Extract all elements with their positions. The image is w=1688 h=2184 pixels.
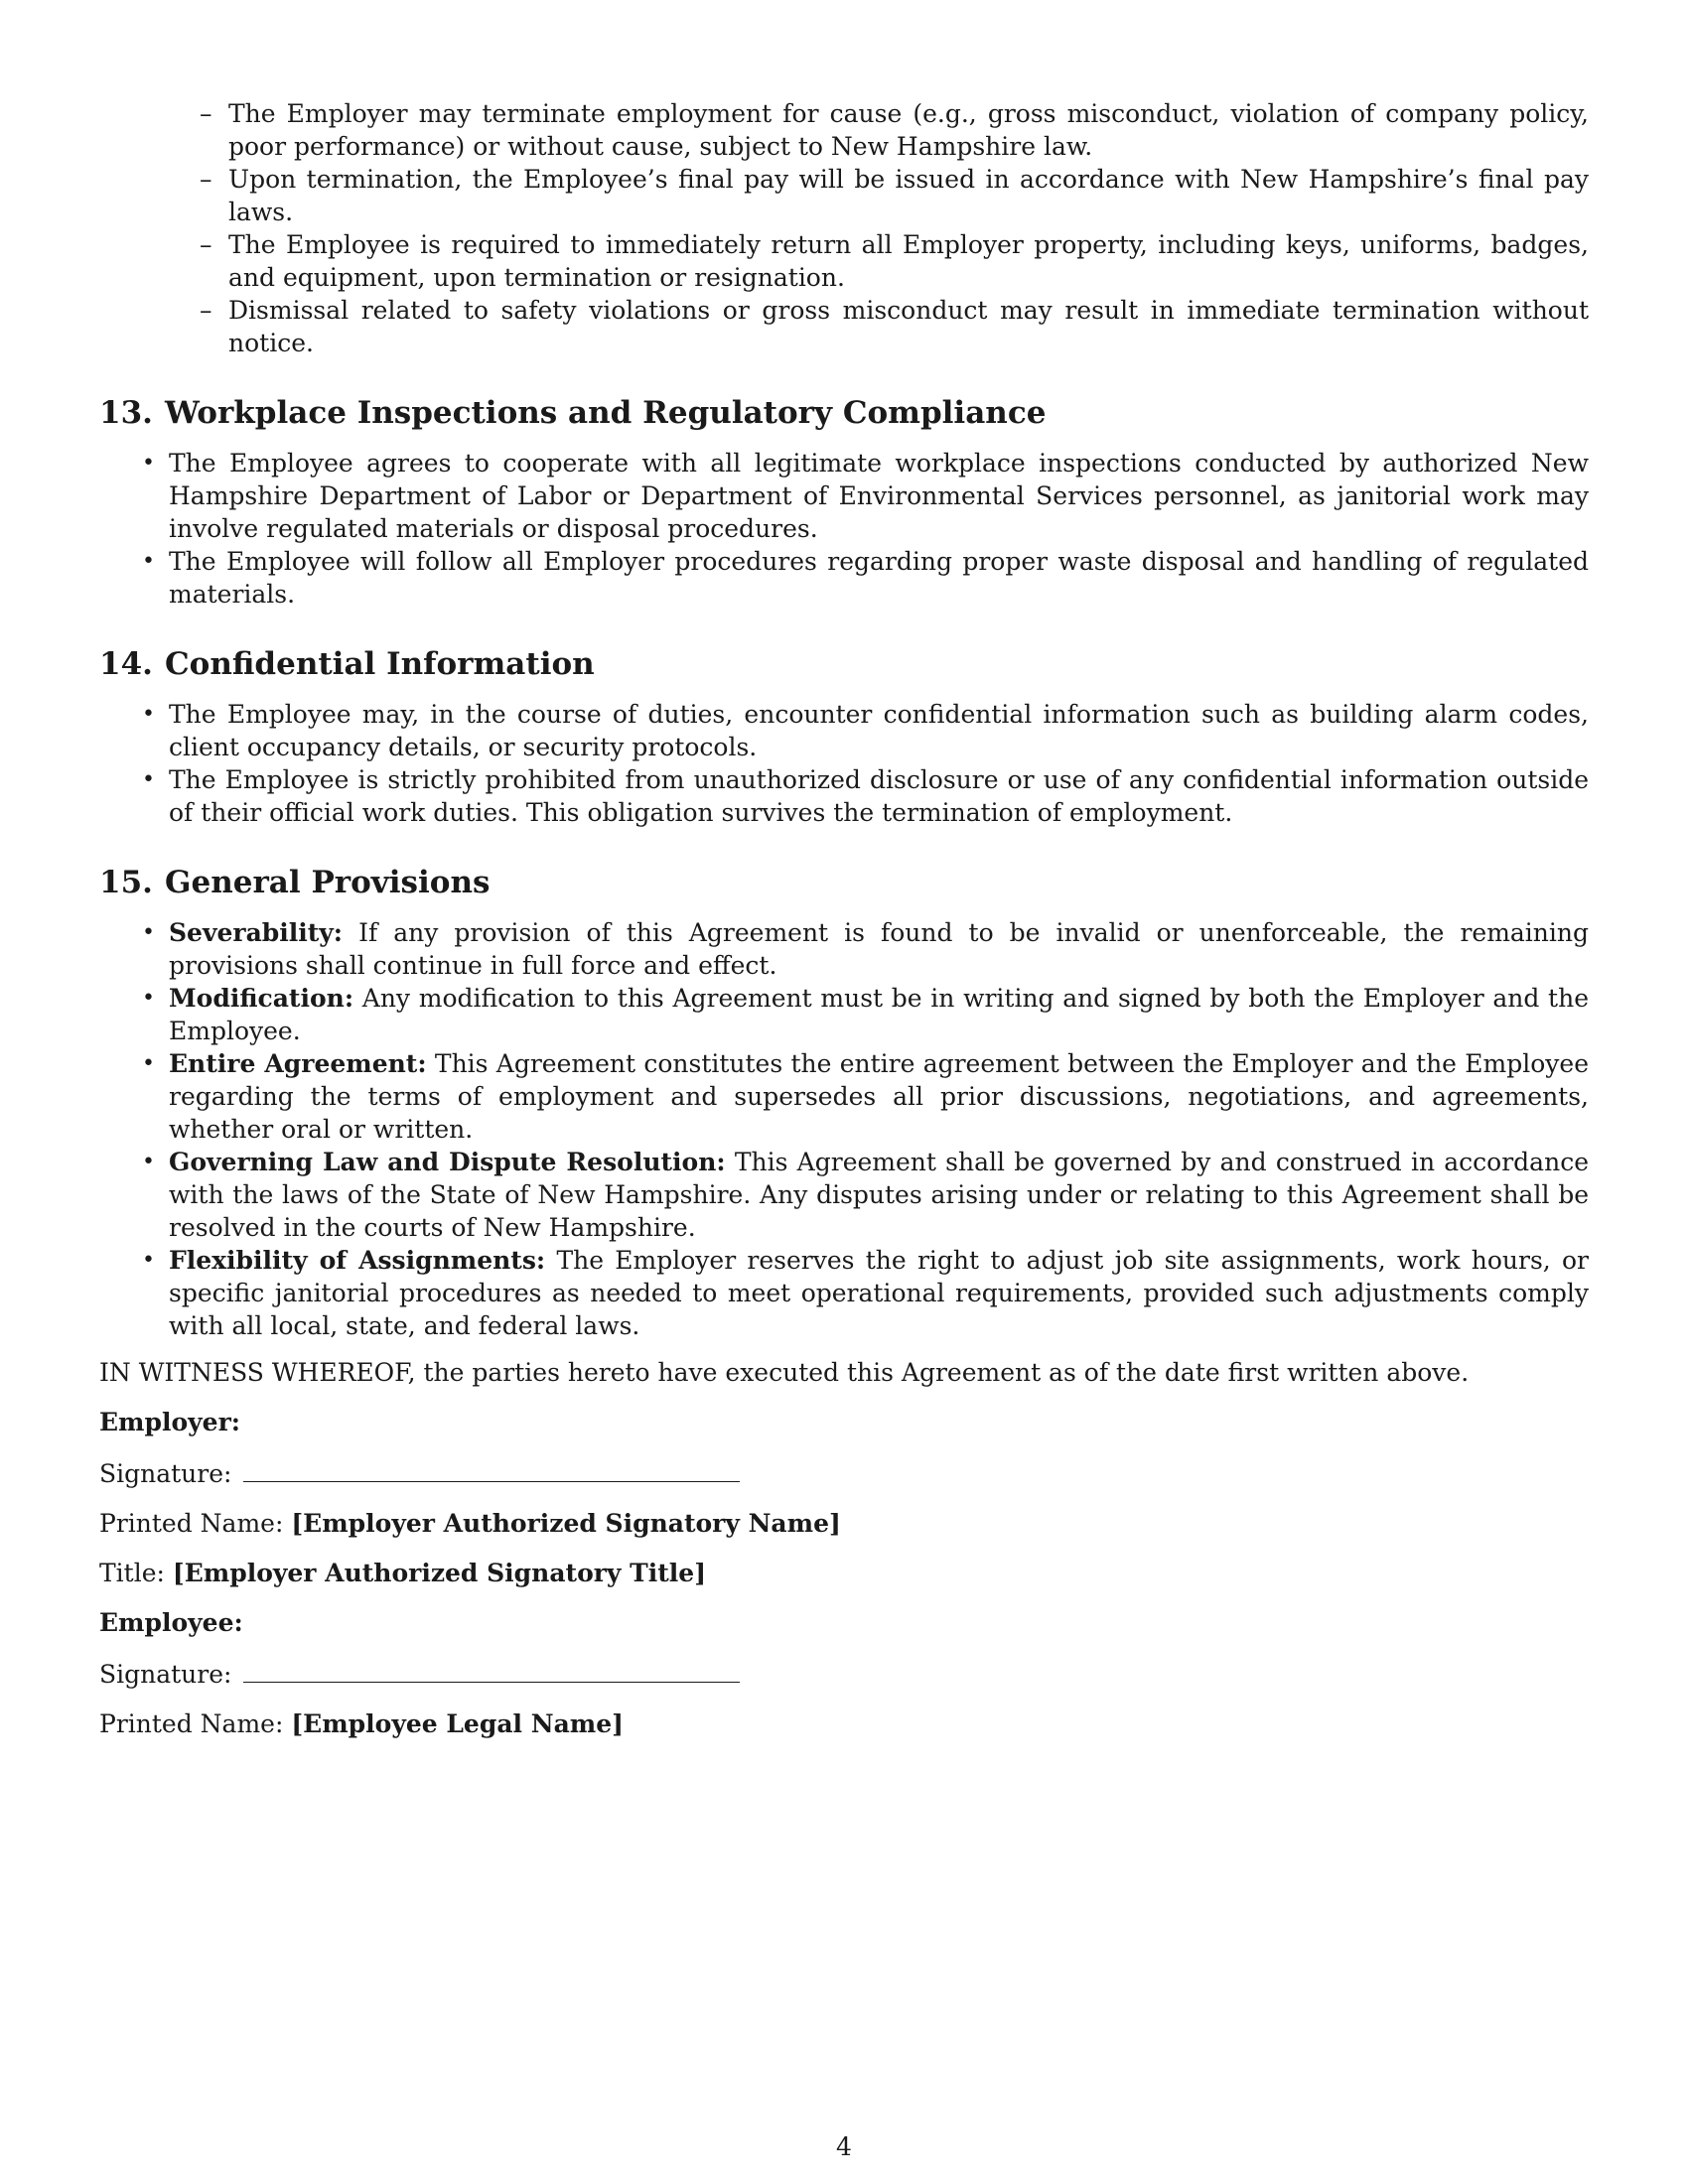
bullet-marker: • xyxy=(142,549,155,574)
section-bullet-list xyxy=(99,698,1589,829)
dash-marker: – xyxy=(200,99,212,128)
printed-name-label: Printed Name: xyxy=(99,1509,284,1538)
section-title: General Provisions xyxy=(165,865,491,900)
list-item xyxy=(142,698,1589,763)
document-page xyxy=(99,97,1589,1740)
section-number: 13. xyxy=(99,395,153,431)
employee-printed-name: [Employee Legal Name] xyxy=(291,1709,624,1738)
bullet-marker: • xyxy=(142,920,155,945)
list-item-text: The Employer may terminate employment for cause (e.g., gross misconduct, violation of company policy, poor performance) or without cause, subject to New Hampshire law. xyxy=(228,99,1589,161)
list-item-text: This Agreement shall be governed by and construed in accordance with the laws of the State of New Hampshire. Any disputes arising under or relating to this Agreement shall be resolved in the courts of New Hampshire. xyxy=(169,1148,1589,1242)
section-number: 15. xyxy=(99,865,153,900)
list-item xyxy=(142,1047,1589,1146)
provision-term: Entire Agreement: xyxy=(169,1049,427,1078)
bullet-marker: • xyxy=(142,986,155,1011)
section-bullet-list xyxy=(99,447,1589,611)
list-item xyxy=(142,763,1589,829)
bullet-marker: • xyxy=(142,1051,155,1076)
bullet-marker: • xyxy=(142,702,155,727)
list-item xyxy=(200,294,1589,359)
dash-marker: – xyxy=(200,296,212,325)
provision-term: Flexibility of Assignments: xyxy=(169,1246,546,1275)
list-item-text: The Employee is strictly prohibited from unauthorized disclosure or use of any confidential information outside of their official work duties. This obligation survives the termination of employment. xyxy=(169,765,1589,827)
list-item-text: Dismissal related to safety violations or gross misconduct may result in immediate termination without notice. xyxy=(228,296,1589,357)
printed-name-label: Printed Name: xyxy=(99,1709,284,1738)
employer-title-row xyxy=(99,1557,1589,1589)
employer-signature-block xyxy=(99,1406,1589,1589)
list-item-text: Upon termination, the Employee’s final pay will be issued in accordance with New Hampshire’s final pay laws. xyxy=(228,165,1589,226)
signature-label: Signature: xyxy=(99,1660,232,1689)
list-item-text: The Employee will follow all Employer procedures regarding proper waste disposal and handling of regulated materials. xyxy=(169,547,1589,609)
employer-signature-row xyxy=(99,1455,1589,1490)
list-item-text: The Employer reserves the right to adjust job site assignments, work hours, or specific janitorial procedures as needed to meet operational requirements, provided such adjustments comply with all local, state, and federal laws. xyxy=(169,1246,1589,1340)
section-bullet-list xyxy=(99,916,1589,1342)
title-label: Title: xyxy=(99,1559,165,1587)
employee-signature-line[interactable] xyxy=(243,1656,740,1683)
page-number: 4 xyxy=(836,2132,852,2161)
dash-marker: – xyxy=(200,165,212,194)
list-item xyxy=(142,916,1589,982)
list-item xyxy=(142,447,1589,545)
signature-label: Signature: xyxy=(99,1459,232,1488)
provision-term: Modification: xyxy=(169,984,354,1013)
bullet-marker: • xyxy=(142,451,155,476)
list-item-text: The Employee may, in the course of duties, encounter confidential information such as building alarm codes, client occupancy details, or security protocols. xyxy=(169,700,1589,761)
employee-signature-row xyxy=(99,1656,1589,1691)
termination-list xyxy=(99,97,1589,359)
list-item-text: The Employee is required to immediately return all Employer property, including keys, uniforms, badges, and equipment, upon termination or resignation. xyxy=(228,230,1589,292)
section-heading xyxy=(99,393,1589,433)
section-heading xyxy=(99,644,1589,684)
employer-signature-line[interactable] xyxy=(243,1455,740,1482)
employer-printed-name-row xyxy=(99,1507,1589,1540)
employer-heading: Employer: xyxy=(99,1408,240,1436)
witness-statement: IN WITNESS WHEREOF, the parties hereto have executed this Agreement as of the date first written above. xyxy=(99,1358,1470,1387)
list-item xyxy=(200,97,1589,163)
bullet-marker: • xyxy=(142,1248,155,1273)
employee-heading: Employee: xyxy=(99,1608,243,1637)
section-number: 14. xyxy=(99,646,153,682)
dash-marker: – xyxy=(200,230,212,259)
list-item-text: This Agreement constitutes the entire agreement between the Employer and the Employee regarding the terms of employment and supersedes all prior discussions, negotiations, and agreements, whether oral or written. xyxy=(169,1049,1589,1144)
list-item xyxy=(142,1244,1589,1342)
section-title: Confidential Information xyxy=(165,646,595,682)
provision-term: Severability: xyxy=(169,918,344,947)
employer-printed-name: [Employer Authorized Signatory Name] xyxy=(291,1509,841,1538)
employee-printed-name-row xyxy=(99,1707,1589,1740)
list-item xyxy=(142,545,1589,611)
list-item xyxy=(142,982,1589,1047)
section-heading xyxy=(99,863,1589,902)
bullet-marker: • xyxy=(142,1150,155,1174)
bullet-marker: • xyxy=(142,767,155,792)
provision-term: Governing Law and Dispute Resolution: xyxy=(169,1148,726,1176)
employee-signature-block xyxy=(99,1606,1589,1740)
employer-title: [Employer Authorized Signatory Title] xyxy=(172,1559,707,1587)
list-item-text: If any provision of this Agreement is found to be invalid or unenforceable, the remaining provisions shall continue in full force and effect. xyxy=(169,918,1589,980)
list-item xyxy=(200,163,1589,228)
section-title: Workplace Inspections and Regulatory Compliance xyxy=(165,395,1047,431)
list-item xyxy=(200,228,1589,294)
list-item-text: The Employee agrees to cooperate with all legitimate workplace inspections conducted by authorized New Hampshire Department of Labor or Department of Environmental Services personnel, as janitorial work may involve regulated materials or disposal procedures. xyxy=(169,449,1589,543)
list-item-text: Any modification to this Agreement must be in writing and signed by both the Employer and the Employee. xyxy=(169,984,1589,1045)
list-item xyxy=(142,1146,1589,1244)
